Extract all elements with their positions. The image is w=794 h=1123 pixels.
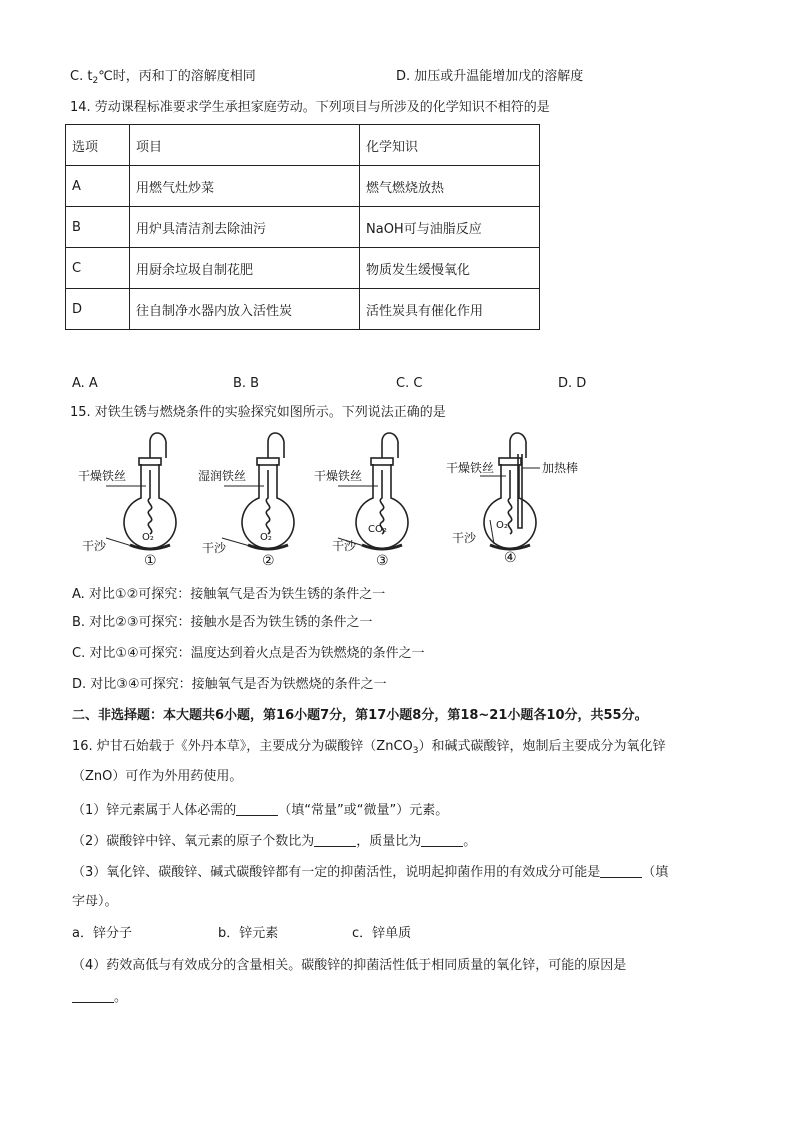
- q16-stem-line-1: 16. 炉甘石始载于《外丹本草》，主要成分为碳酸锌（ZnCO$_3$）和碱式碳酸锌，炮制后主要成分为氧化锌: [72, 739, 666, 756]
- q16-part-4: （4）药效高低与有效成分的含量相关。碳酸锌的抑菌活性低于相同质量的氧化锌，可能的原因是: [72, 958, 627, 973]
- table-cell: D: [66, 289, 130, 330]
- flask-4-sand-label: 干沙: [452, 531, 477, 545]
- answer-blank[interactable]: [600, 863, 642, 878]
- table-cell: 用炉具清洁剂去除油污: [130, 207, 360, 248]
- table-row: [66, 166, 540, 207]
- table-cell: 活性炭具有催化作用: [360, 289, 540, 330]
- flask-4-heater-label: 加热棒: [542, 461, 579, 475]
- q16-stem-line-2: （ZnO）可作为外用药使用。: [72, 769, 243, 784]
- q15-option-b: B. 对比②③可探究：接触水是否为铁生锈的条件之一: [72, 615, 373, 630]
- flask-4-gas-label: O₂: [496, 520, 508, 531]
- q14-option-b: B. B: [233, 376, 260, 391]
- q15-experiment-figure: [70, 428, 610, 568]
- flask-4-wire-label: 干燥铁丝: [446, 461, 495, 475]
- table-header-cell: 化学知识: [360, 125, 540, 166]
- table-row: [66, 207, 540, 248]
- q13-option-c: C. $t_2℃$时，丙和丁的溶解度相同: [70, 69, 256, 86]
- table-header-cell: 选项: [66, 125, 130, 166]
- q15-stem: 15. 对铁生锈与燃烧条件的实验探究如图所示。下列说法正确的是: [70, 405, 446, 420]
- q16-part-3-cont: 字母）。: [72, 894, 118, 909]
- table-cell: 物质发生缓慢氧化: [360, 248, 540, 289]
- q15-option-c: C. 对比①④可探究：温度达到着火点是否为铁燃烧的条件之一: [72, 646, 425, 661]
- q16-part-4-cont: 。: [72, 988, 127, 1007]
- table-header-cell: 项目: [130, 125, 360, 166]
- answer-blank[interactable]: [72, 988, 114, 1003]
- flask-1-wire-label: 干燥铁丝: [78, 469, 127, 483]
- flask-2-gas-label: O₂: [260, 532, 272, 543]
- flask-4-number: ④: [504, 550, 517, 566]
- table-cell: 用厨余垃圾自制花肥: [130, 248, 360, 289]
- q15-option-d: D. 对比③④可探究：接触氧气是否为铁燃烧的条件之一: [72, 677, 387, 692]
- flask-2-sand-label: 干沙: [202, 541, 227, 555]
- q14-stem: 14. 劳动课程标准要求学生承担家庭劳动。下列项目与所涉及的化学知识不相符的是: [70, 100, 550, 115]
- table-cell: 用燃气灶炒菜: [130, 166, 360, 207]
- q16-part-1: （1）锌元素属于人体必需的 （填“常量”或“微量”）元素。: [72, 803, 449, 818]
- table-cell: C: [66, 248, 130, 289]
- table-cell: 燃气燃烧放热: [360, 166, 540, 207]
- q14-table: [65, 124, 540, 330]
- answer-blank[interactable]: [421, 832, 463, 847]
- flask-3-gas-label: CO₂: [368, 524, 387, 535]
- table-cell: A: [66, 166, 130, 207]
- flask-3-sand-label: 干沙: [332, 539, 357, 553]
- q16-choice-b: b．锌元素: [218, 926, 279, 941]
- flask-1-gas-label: O₂: [142, 532, 154, 543]
- flask-3-wire-label: 干燥铁丝: [314, 469, 363, 483]
- answer-blank[interactable]: [314, 832, 356, 847]
- table-cell: B: [66, 207, 130, 248]
- q15-option-a: A. 对比①②可探究：接触氧气是否为铁生锈的条件之一: [72, 587, 386, 602]
- table-cell: 往自制净水器内放入活性炭: [130, 289, 360, 330]
- table-header-row: [66, 125, 540, 166]
- q16-choice-a: a．锌分子: [72, 926, 132, 941]
- flask-2-number: ②: [262, 553, 275, 568]
- flask-2-wire-label: 湿润铁丝: [198, 469, 247, 483]
- answer-blank[interactable]: [236, 801, 278, 816]
- section-2-heading: 二、非选择题：本大题共6小题，第16小题7分，第17小题8分，第18~21小题各10分，共55分。: [72, 708, 648, 723]
- table-row: [66, 248, 540, 289]
- flask-3-number: ③: [376, 553, 389, 568]
- flask-1-sand-label: 干沙: [82, 539, 107, 553]
- table-row: [66, 289, 540, 330]
- q14-option-a: A. A: [72, 376, 98, 391]
- flask-1-number: ①: [144, 553, 157, 568]
- table-cell: NaOH可与油脂反应: [360, 207, 540, 248]
- q16-part-2: （2）碳酸锌中锌、氧元素的原子个数比为 ，质量比为 。: [72, 834, 477, 849]
- q16-choice-c: c．锌单质: [352, 926, 412, 941]
- q14-option-d: D. D: [558, 376, 587, 391]
- q13-option-d: D. 加压或升温能增加戊的溶解度: [396, 69, 584, 84]
- q14-option-c: C. C: [396, 376, 423, 391]
- q16-part-3: （3）氧化锌、碳酸锌、碱式碳酸锌都有一定的抑菌活性，说明起抑菌作用的有效成分可能是 （填: [72, 865, 669, 880]
